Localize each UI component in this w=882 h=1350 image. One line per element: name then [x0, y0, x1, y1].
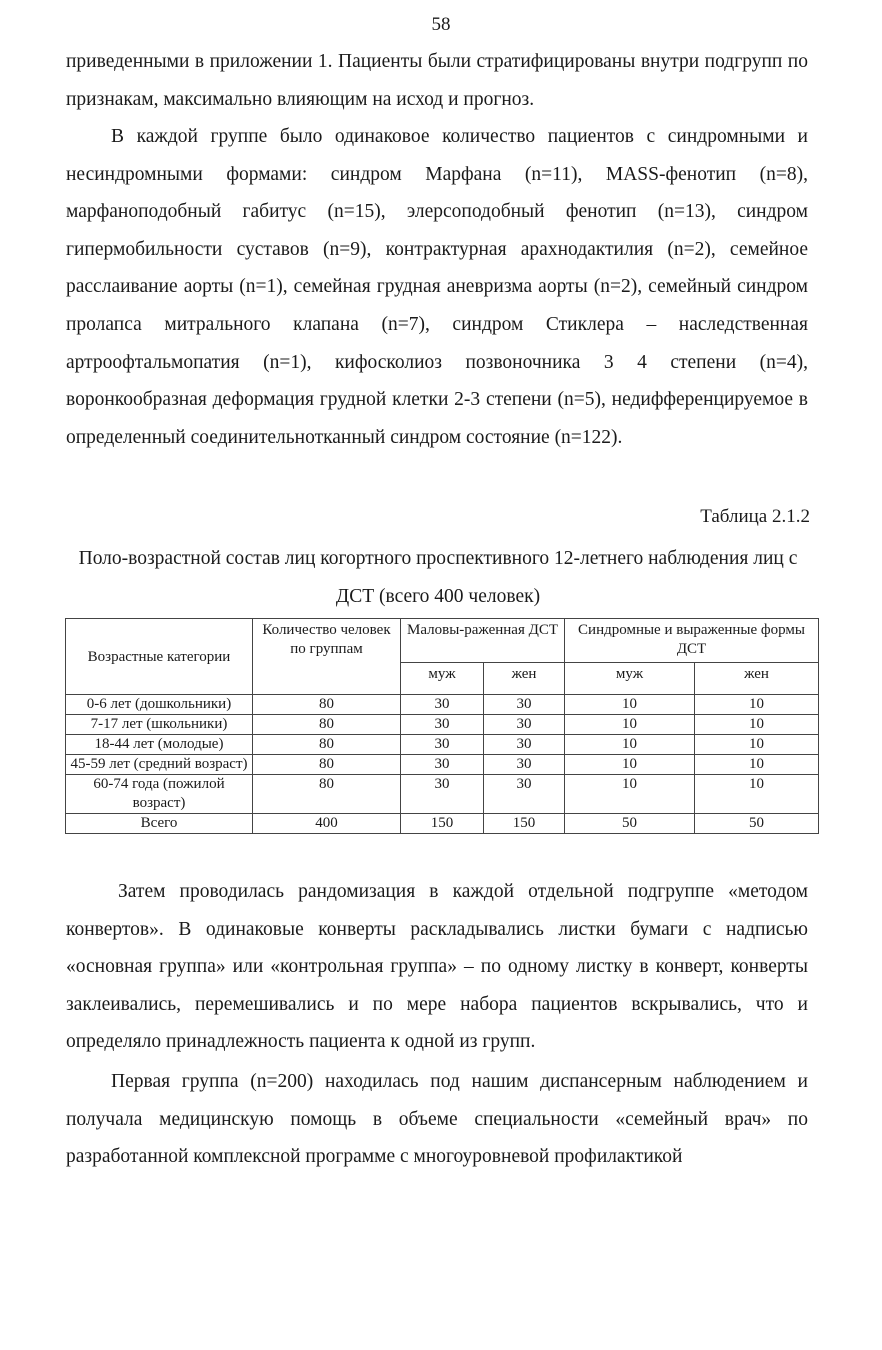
cell-mild-female: 150	[484, 814, 565, 834]
cell-syndromic-male: 10	[565, 695, 695, 715]
paragraph-4: Первая группа (n=200) находилась под нашим диспансерным наблюдением и получала медицинскую помощь в объеме специальности «семейный врач» по разработанной комплексной программе с многоуровневой профилактикой	[66, 1071, 808, 1168]
table-row	[66, 695, 819, 715]
cell-mild-female: 30	[484, 715, 565, 735]
cell-age: Всего	[66, 814, 253, 834]
cell-syndromic-female: 10	[695, 775, 819, 814]
cell-syndromic-male: 50	[565, 814, 695, 834]
page-number: 58	[431, 14, 451, 35]
cell-mild-male: 150	[401, 814, 484, 834]
cell-mild-male: 30	[401, 695, 484, 715]
header-age-categories: Возрастные категории	[66, 619, 253, 695]
header-syndromic-female: жен	[695, 663, 819, 695]
table-label: Таблица 2.1.2	[700, 506, 810, 527]
cell-age: 45-59 лет (средний возраст)	[66, 755, 253, 775]
cell-count: 80	[253, 775, 401, 814]
table-row-total	[66, 814, 819, 834]
header-syndromic-dst: Синдромные и выраженные формы ДСТ	[565, 619, 819, 663]
cell-mild-male: 30	[401, 775, 484, 814]
cell-mild-female: 30	[484, 775, 565, 814]
cell-syndromic-male: 10	[565, 755, 695, 775]
cell-age: 0-6 лет (дошкольники)	[66, 695, 253, 715]
paragraph-3: Затем проводилась рандомизация в каждой отдельной подгруппе «методом конвертов». В одинаковые конверты раскладывались листки бумаги с надписью «основная группа» или «контрольная группа» – по одному листку в конверт, конверты заклеивались, перемешивались и по мере набора пациентов вскрывались, что и определяло принадлежность пациента к одной из групп.	[66, 881, 808, 1053]
cell-age: 7-17 лет (школьники)	[66, 715, 253, 735]
paragraph-2: В каждой группе было одинаковое количество пациентов с синдромными и несиндромными формами: синдром Марфана (n=11), MASS-фенотип (n=8), марфаноподобный габитус (n=15), элерсоподобный фенотип (n=13), синдром гипермобильности суставов (n=9), контрактурная арахнодактилия (n=2), семейное расслаивание аорты (n=1), семейная грудная аневризма аорты (n=2), семейный синдром пролапса митрального клапана (n=7), синдром Стиклера – наследственная артроофтальмопатия (n=1), кифосколиоз позвоночника 3 4 степени (n=4), воронкообразная деформация грудной клетки 2-3 степени (n=5), недифференцируемое в определенный соединительнотканный синдром состояние (n=122).	[66, 126, 808, 448]
cell-mild-female: 30	[484, 735, 565, 755]
header-syndromic-male: муж	[565, 663, 695, 695]
cell-count: 80	[253, 755, 401, 775]
header-mild-female: жен	[484, 663, 565, 695]
table-title: Поло-возрастной состав лиц когортного проспективного 12-летнего наблюдения лиц с ДСТ (всего 400 человек)	[78, 548, 798, 607]
table-row	[66, 775, 819, 814]
table-row	[66, 735, 819, 755]
cell-syndromic-female: 10	[695, 755, 819, 775]
table-row	[66, 715, 819, 735]
cell-age: 18-44 лет (молодые)	[66, 735, 253, 755]
cell-count: 400	[253, 814, 401, 834]
cell-syndromic-female: 10	[695, 735, 819, 755]
paragraph-1: приведенными в приложении 1. Пациенты были стратифицированы внутри подгрупп по признакам, максимально влияющим на исход и прогноз.	[66, 51, 808, 110]
demographics-table	[65, 618, 819, 834]
table-row	[66, 755, 819, 775]
cell-syndromic-female: 10	[695, 695, 819, 715]
cell-mild-male: 30	[401, 755, 484, 775]
cell-syndromic-female: 50	[695, 814, 819, 834]
cell-mild-female: 30	[484, 695, 565, 715]
cell-mild-male: 30	[401, 715, 484, 735]
cell-syndromic-male: 10	[565, 715, 695, 735]
cell-age: 60-74 года (пожилой возраст)	[66, 775, 253, 814]
cell-mild-female: 30	[484, 755, 565, 775]
cell-mild-male: 30	[401, 735, 484, 755]
header-count: Количество человек по группам	[253, 619, 401, 695]
cell-count: 80	[253, 715, 401, 735]
cell-syndromic-male: 10	[565, 775, 695, 814]
cell-count: 80	[253, 735, 401, 755]
cell-syndromic-female: 10	[695, 715, 819, 735]
header-mild-dst: Маловы-раженная ДСТ	[401, 619, 565, 663]
header-mild-male: муж	[401, 663, 484, 695]
cell-syndromic-male: 10	[565, 735, 695, 755]
cell-count: 80	[253, 695, 401, 715]
